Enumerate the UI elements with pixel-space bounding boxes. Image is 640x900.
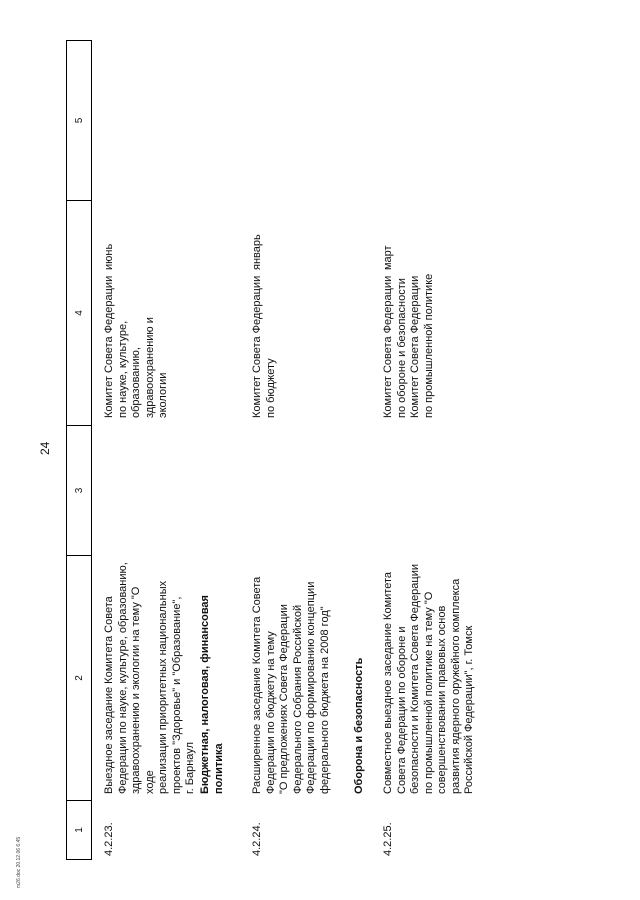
responsible-committee: Комитет Совета Федерации по науке, культуре, образованию, здравоохранению и экологии: [103, 275, 169, 418]
column-number-3: 3: [67, 425, 91, 555]
column-number-5: 5: [67, 40, 91, 200]
page-number: 24: [38, 441, 52, 455]
event-month: март: [382, 245, 394, 270]
item-number: 4.2.24.: [251, 822, 263, 856]
document-table: [66, 40, 626, 860]
column-number-1: 1: [67, 800, 91, 860]
section-heading: Бюджетная, налоговая, финансовая политика: [199, 595, 225, 794]
responsible-committee: Комитет Совета Федерации по обороне и безопасности Комитет Совета Федерации по промышленной политике: [382, 273, 435, 418]
column-number-2: 2: [67, 555, 91, 800]
section-heading: Оборона и безопасность: [353, 657, 365, 794]
responsible-committee: Комитет Совета Федерации по бюджету: [251, 275, 277, 418]
footer-document-code: m26.doc 20.12.06 6:45: [16, 836, 22, 888]
event-month: июнь: [103, 243, 115, 270]
column-number-header: [66, 40, 92, 860]
event-description: Выездное заседание Комитета Совета Федерации по науке, культуре, образованию, здравоохранению и экологии на тему "О ходе реализации приоритетных национальных проектов "Здоровье" и "Образование", г. Барнаул: [103, 562, 196, 794]
event-description: Совместное выездное заседание Комитета Совета Федерации по обороне и безопасности и Комитета Совета Федерации по промышленной политике на тему "О совершенствовании правовых основ развития ядерного оружейного комплекса Российской Федерации", г. Томск: [382, 563, 475, 794]
item-number: 4.2.25.: [382, 822, 394, 856]
item-number: 4.2.23.: [103, 822, 115, 856]
event-description: Расширенное заседание Комитета Совета Федерации по бюджету на тему "О предложениях Совета Федерации Федерального Собрания Российской Федерации по формированию концепции федерального бюджета на 2008 год": [251, 576, 331, 794]
column-number-4: 4: [67, 200, 91, 425]
event-month: январь: [251, 234, 263, 270]
